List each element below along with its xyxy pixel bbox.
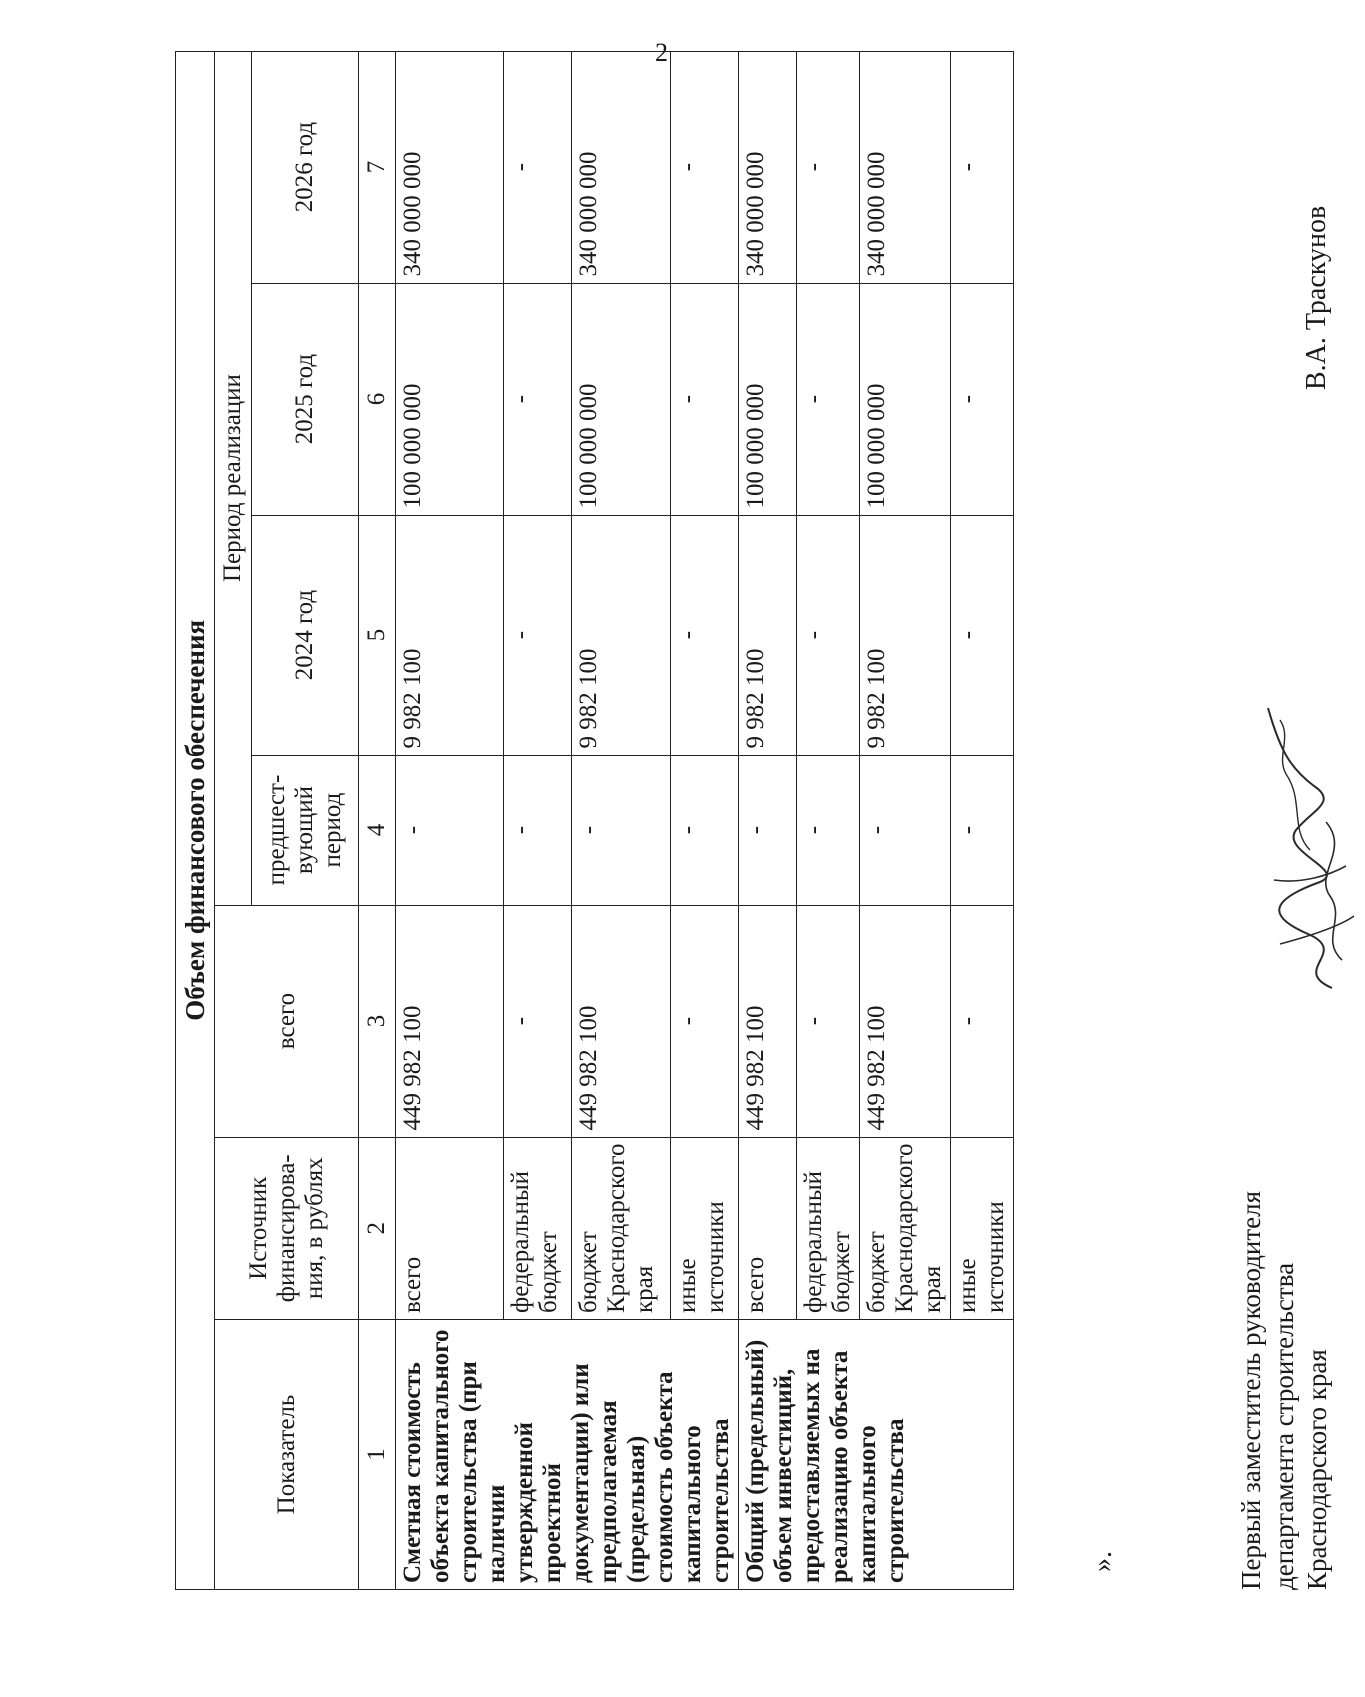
column-number: 3 [359,905,396,1137]
table-row [396,51,504,1589]
source-cell: всего [396,1137,504,1319]
header-2025: 2025 год [252,283,359,515]
preceding-cell: - [396,755,504,905]
year-2026-cell: 340 000 000 [860,51,951,283]
year-2024-cell: - [951,515,1014,755]
preceding-cell: - [670,755,738,905]
column-number: 7 [359,51,396,283]
indicator-cell: Сметная стоимость объекта капитального строительства (при наличии утвержденной проектной документации) или предполагаемая (предельная) стоимость объекта капитального строительства [396,1320,739,1590]
preceding-cell: - [504,755,572,905]
header-preceding: предшест-вующий период [252,755,359,905]
table-row [739,51,797,1589]
year-2026-cell: 340 000 000 [572,51,670,283]
header-2026: 2026 год [252,51,359,283]
year-2025-cell: 100 000 000 [739,283,797,515]
year-2025-cell: - [951,283,1014,515]
header-indicator: Показатель [215,1320,359,1590]
source-cell: федеральный бюджет [797,1137,860,1319]
total-cell: 449 982 100 [860,905,951,1137]
column-number-row [359,51,396,1589]
total-cell: 449 982 100 [739,905,797,1137]
total-cell: - [504,905,572,1137]
header-period: Период реализации [215,51,252,905]
preceding-cell: - [572,755,670,905]
source-cell: всего [739,1137,797,1319]
year-2026-cell: - [951,51,1014,283]
total-cell: - [951,905,1014,1137]
total-cell: - [797,905,860,1137]
column-number: 4 [359,755,396,905]
year-2026-cell: 340 000 000 [396,51,504,283]
source-cell: бюджет Краснодарского края [572,1137,670,1319]
closing-quote: ». [1087,1551,1118,1572]
indicator-cell: Общий (предельный) объем инвестиций, предоставляемых на реализацию объекта капитального строительства [739,1320,1014,1590]
signatory-name: В.А. Траскунов [1301,205,1332,390]
preceding-cell: - [860,755,951,905]
handwritten-signature [1250,700,1365,1000]
total-cell: 449 982 100 [572,905,670,1137]
year-2024-cell: - [797,515,860,755]
year-2026-cell: 340 000 000 [739,51,797,283]
year-2026-cell: - [504,51,572,283]
header-source: Источник финансирова-ния, в рублях [215,1137,359,1319]
source-cell: федеральный бюджет [504,1137,572,1319]
year-2026-cell: - [797,51,860,283]
preceding-cell: - [739,755,797,905]
column-number: 1 [359,1320,396,1590]
year-2026-cell: - [670,51,738,283]
header-2024: 2024 год [252,515,359,755]
year-2025-cell: - [504,283,572,515]
signatory-title-line: Краснодарского края [1301,1349,1332,1590]
rotated-page-content [125,50,1332,1590]
source-cell: иные источники [670,1137,738,1319]
total-cell: 449 982 100 [396,905,504,1137]
signatory-title-line: Первый заместитель руководителя [1236,1190,1266,1590]
year-2025-cell: - [670,283,738,515]
signatory-title [1235,1191,1334,1590]
total-cell: - [670,905,738,1137]
signatory-title-line: департамента строительства [1268,1262,1299,1590]
year-2025-cell: 100 000 000 [396,283,504,515]
source-cell: бюджет Краснодарского края [860,1137,951,1319]
year-2025-cell: 100 000 000 [860,283,951,515]
page-number: 2 [655,38,668,67]
column-number: 2 [359,1137,396,1319]
financing-table [175,51,1014,1590]
year-2025-cell: 100 000 000 [572,283,670,515]
year-2024-cell: 9 982 100 [396,515,504,755]
year-2024-cell: 9 982 100 [860,515,951,755]
year-2024-cell: 9 982 100 [739,515,797,755]
preceding-cell: - [797,755,860,905]
table-title: Объем финансового обеспечения [176,51,215,1589]
column-number: 5 [359,515,396,755]
year-2024-cell: - [504,515,572,755]
year-2024-cell: 9 982 100 [572,515,670,755]
year-2025-cell: - [797,283,860,515]
source-cell: иные источники [951,1137,1014,1319]
preceding-cell: - [951,755,1014,905]
column-number: 6 [359,283,396,515]
header-total: всего [215,905,359,1137]
year-2024-cell: - [670,515,738,755]
